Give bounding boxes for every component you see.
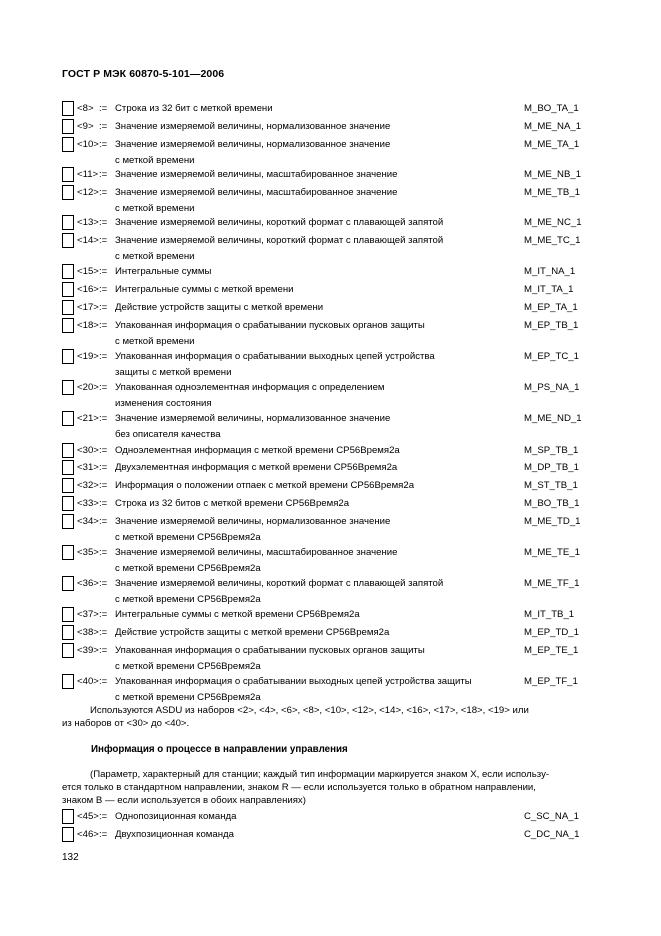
asdu-description: Значение измеряемой величины, масштабированное значение [115,169,398,180]
asdu-checkbox[interactable] [62,576,74,591]
asdu-separator: := [99,676,108,687]
asdu-code: M_ME_TA_1 [524,139,580,150]
asdu-description-continuation: с меткой времени [115,336,195,347]
asdu-separator: := [99,498,108,509]
asdu-separator: := [99,609,108,620]
asdu-type-number: <11> [77,169,99,180]
asdu-checkbox[interactable] [62,380,74,395]
page-number: 132 [62,852,79,863]
asdu-checkbox[interactable] [62,478,74,493]
asdu-description: Значение измеряемой величины, короткий формат с плавающей запятой [115,578,444,589]
asdu-description-continuation: с меткой времени СР56Время2а [115,594,261,605]
asdu-separator: := [99,187,108,198]
asdu-separator: := [99,320,108,331]
asdu-description-continuation: с меткой времени [115,155,195,166]
asdu-description: Двухэлементная информация с меткой времени СР56Время2а [115,462,398,473]
asdu-description: Упакованная одноэлементная информация с определением [115,382,385,393]
asdu-type-number: <45> [77,811,99,822]
asdu-code: M_ME_NA_1 [524,121,582,132]
asdu-description-continuation: защиты с меткой времени [115,367,232,378]
asdu-description: Значение измеряемой величины, короткий формат с плавающей запятой [115,235,444,246]
asdu-checkbox[interactable] [62,233,74,248]
asdu-description: Двухпозиционная команда [115,829,234,840]
asdu-type-number: <40> [77,676,99,687]
asdu-checkbox[interactable] [62,625,74,640]
asdu-separator: := [99,413,108,424]
asdu-separator: := [99,829,108,840]
asdu-code: M_BO_TB_1 [524,498,580,509]
asdu-separator: := [99,169,108,180]
asdu-checkbox[interactable] [62,300,74,315]
asdu-code: M_BO_TA_1 [524,103,579,114]
asdu-checkbox[interactable] [62,318,74,333]
asdu-type-number: <20> [77,382,99,393]
asdu-description-continuation: с меткой времени СР56Время2а [115,661,261,672]
asdu-type-number: <16> [77,284,99,295]
asdu-separator: := [99,382,108,393]
asdu-code: M_ME_TC_1 [524,235,581,246]
asdu-description: Строка из 32 бит с меткой времени [115,103,273,114]
asdu-checkbox[interactable] [62,282,74,297]
asdu-description: Одноэлементная информация с меткой времени СР56Время2а [115,445,400,456]
asdu-checkbox[interactable] [62,411,74,426]
asdu-checkbox[interactable] [62,496,74,511]
asdu-checkbox[interactable] [62,264,74,279]
asdu-separator: := [99,139,108,150]
asdu-checkbox[interactable] [62,101,74,116]
asdu-description: Упакованная информация о срабатывании выходных цепей устройства защиты [115,676,472,687]
asdu-code: M_EP_TD_1 [524,627,579,638]
asdu-type-number: <18> [77,320,99,331]
asdu-description: Значение измеряемой величины, нормализованное значение [115,413,391,424]
asdu-checkbox[interactable] [62,809,74,824]
asdu-separator: := [99,235,108,246]
section-paragraph-line3: знаком B — если используется в обоих направлениях) [62,795,306,806]
asdu-description: Значение измеряемой величины, короткий формат с плавающей запятой [115,217,444,228]
asdu-checkbox[interactable] [62,460,74,475]
asdu-type-number: <14> [77,235,99,246]
asdu-type-number: <34> [77,516,99,527]
asdu-checkbox[interactable] [62,215,74,230]
asdu-code: M_IT_TA_1 [524,284,574,295]
asdu-description: Значение измеряемой величины, нормализованное значение [115,121,391,132]
asdu-type-number: <10> [77,139,99,150]
asdu-checkbox[interactable] [62,167,74,182]
asdu-type-number: <36> [77,578,99,589]
asdu-description: Интегральные суммы с меткой времени СР56Время2а [115,609,360,620]
asdu-checkbox[interactable] [62,643,74,658]
asdu-code: M_ME_NB_1 [524,169,582,180]
asdu-description: Однопозиционная команда [115,811,237,822]
asdu-description: Значение измеряемой величины, масштабированное значение [115,187,398,198]
asdu-code: M_SP_TB_1 [524,445,579,456]
asdu-type-number: <15> [77,266,99,277]
asdu-type-number: <32> [77,480,99,491]
asdu-description-continuation: с меткой времени СР56Время2а [115,532,261,543]
asdu-type-number: <35> [77,547,99,558]
used-sets-note [62,704,602,730]
used-sets-note-line2: из наборов от <30> до <40>. [62,718,190,729]
section-title: Информация о процессе в направлении управления [91,744,348,755]
asdu-code: C_SC_NA_1 [524,811,579,822]
asdu-type-number: <8> [77,103,94,114]
asdu-separator: := [99,627,108,638]
asdu-type-number: <31> [77,462,99,473]
asdu-separator: := [99,578,108,589]
asdu-code: M_EP_TF_1 [524,676,578,687]
asdu-description: Строка из 32 битов с меткой времени СР56Время2а [115,498,350,509]
asdu-code: C_DC_NA_1 [524,829,580,840]
asdu-separator: := [99,547,108,558]
asdu-code: M_ST_TB_1 [524,480,578,491]
section-paragraph-line2: ется только в стандартном направлении, знаком R — если используется только в обратном направлении, [62,782,536,793]
asdu-separator: := [99,480,108,491]
asdu-description-continuation: без описателя качества [115,429,221,440]
asdu-checkbox[interactable] [62,349,74,364]
asdu-separator: := [99,302,108,313]
asdu-type-number: <9> [77,121,94,132]
asdu-description-continuation: с меткой времени [115,203,195,214]
asdu-separator: := [99,516,108,527]
asdu-type-number: <37> [77,609,99,620]
asdu-description: Упакованная информация о срабатывании пусковых органов защиты [115,645,425,656]
asdu-separator: := [99,351,108,362]
asdu-code: M_EP_TE_1 [524,645,579,656]
asdu-type-number: <33> [77,498,99,509]
asdu-type-number: <38> [77,627,99,638]
asdu-description-continuation: с меткой времени [115,251,195,262]
asdu-checkbox[interactable] [62,443,74,458]
asdu-description: Информация о положении отпаек с меткой времени СР56Время2а [115,480,415,491]
asdu-type-number: <12> [77,187,99,198]
asdu-checkbox[interactable] [62,137,74,152]
asdu-description: Действие устройств защиты с меткой времени СР56Время2а [115,627,390,638]
asdu-code: M_EP_TA_1 [524,302,578,313]
asdu-description-continuation: с меткой времени СР56Время2а [115,563,261,574]
asdu-separator: := [99,103,108,114]
asdu-checkbox[interactable] [62,827,74,842]
asdu-code: M_PS_NA_1 [524,382,580,393]
asdu-code: M_ME_TF_1 [524,578,580,589]
asdu-description: Упакованная информация о срабатывании выходных цепей устройства [115,351,435,362]
asdu-separator: := [99,645,108,656]
asdu-code: M_ME_TB_1 [524,187,580,198]
asdu-checkbox[interactable] [62,607,74,622]
asdu-checkbox[interactable] [62,545,74,560]
asdu-type-number: <39> [77,645,99,656]
asdu-description: Упакованная информация о срабатывании пусковых органов защиты [115,320,425,331]
asdu-checkbox[interactable] [62,674,74,689]
section-paragraph [62,768,602,807]
asdu-type-number: <13> [77,217,99,228]
asdu-type-number: <30> [77,445,99,456]
asdu-code: M_IT_NA_1 [524,266,576,277]
asdu-checkbox[interactable] [62,119,74,134]
asdu-code: M_ME_ND_1 [524,413,582,424]
asdu-separator: := [99,284,108,295]
asdu-type-number: <21> [77,413,99,424]
asdu-separator: := [99,217,108,228]
asdu-code: M_EP_TB_1 [524,320,579,331]
section-paragraph-line1: (Параметр, характерный для станции; каждый тип информации маркируется знаком X, если использу- [90,769,550,780]
asdu-code: M_ME_TE_1 [524,547,580,558]
asdu-type-number: <46> [77,829,99,840]
asdu-description: Значение измеряемой величины, нормализованное значение [115,139,391,150]
asdu-description: Интегральные суммы [115,266,212,277]
asdu-description-continuation: изменения состояния [115,398,212,409]
asdu-code: M_EP_TC_1 [524,351,579,362]
asdu-code: M_DP_TB_1 [524,462,579,473]
asdu-code: M_ME_TD_1 [524,516,581,527]
asdu-description: Действие устройств защиты с меткой времени [115,302,324,313]
asdu-code: M_IT_TB_1 [524,609,575,620]
asdu-description-continuation: с меткой времени СР56Время2а [115,692,261,703]
asdu-type-number: <17> [77,302,99,313]
asdu-checkbox[interactable] [62,514,74,529]
asdu-checkbox[interactable] [62,185,74,200]
asdu-separator: := [99,811,108,822]
asdu-separator: := [99,462,108,473]
asdu-type-number: <19> [77,351,99,362]
asdu-description: Интегральные суммы с меткой времени [115,284,294,295]
used-sets-note-line1: Используются ASDU из наборов <2>, <4>, <6>, <8>, <10>, <12>, <14>, <16>, <17>, <18>, <19> или [90,705,529,716]
asdu-separator: := [99,266,108,277]
asdu-code: M_ME_NC_1 [524,217,582,228]
asdu-separator: := [99,121,108,132]
document-header: ГОСТ Р МЭК 60870-5-101—2006 [62,68,225,80]
asdu-description: Значение измеряемой величины, масштабированное значение [115,547,398,558]
asdu-description: Значение измеряемой величины, нормализованное значение [115,516,391,527]
asdu-separator: := [99,445,108,456]
